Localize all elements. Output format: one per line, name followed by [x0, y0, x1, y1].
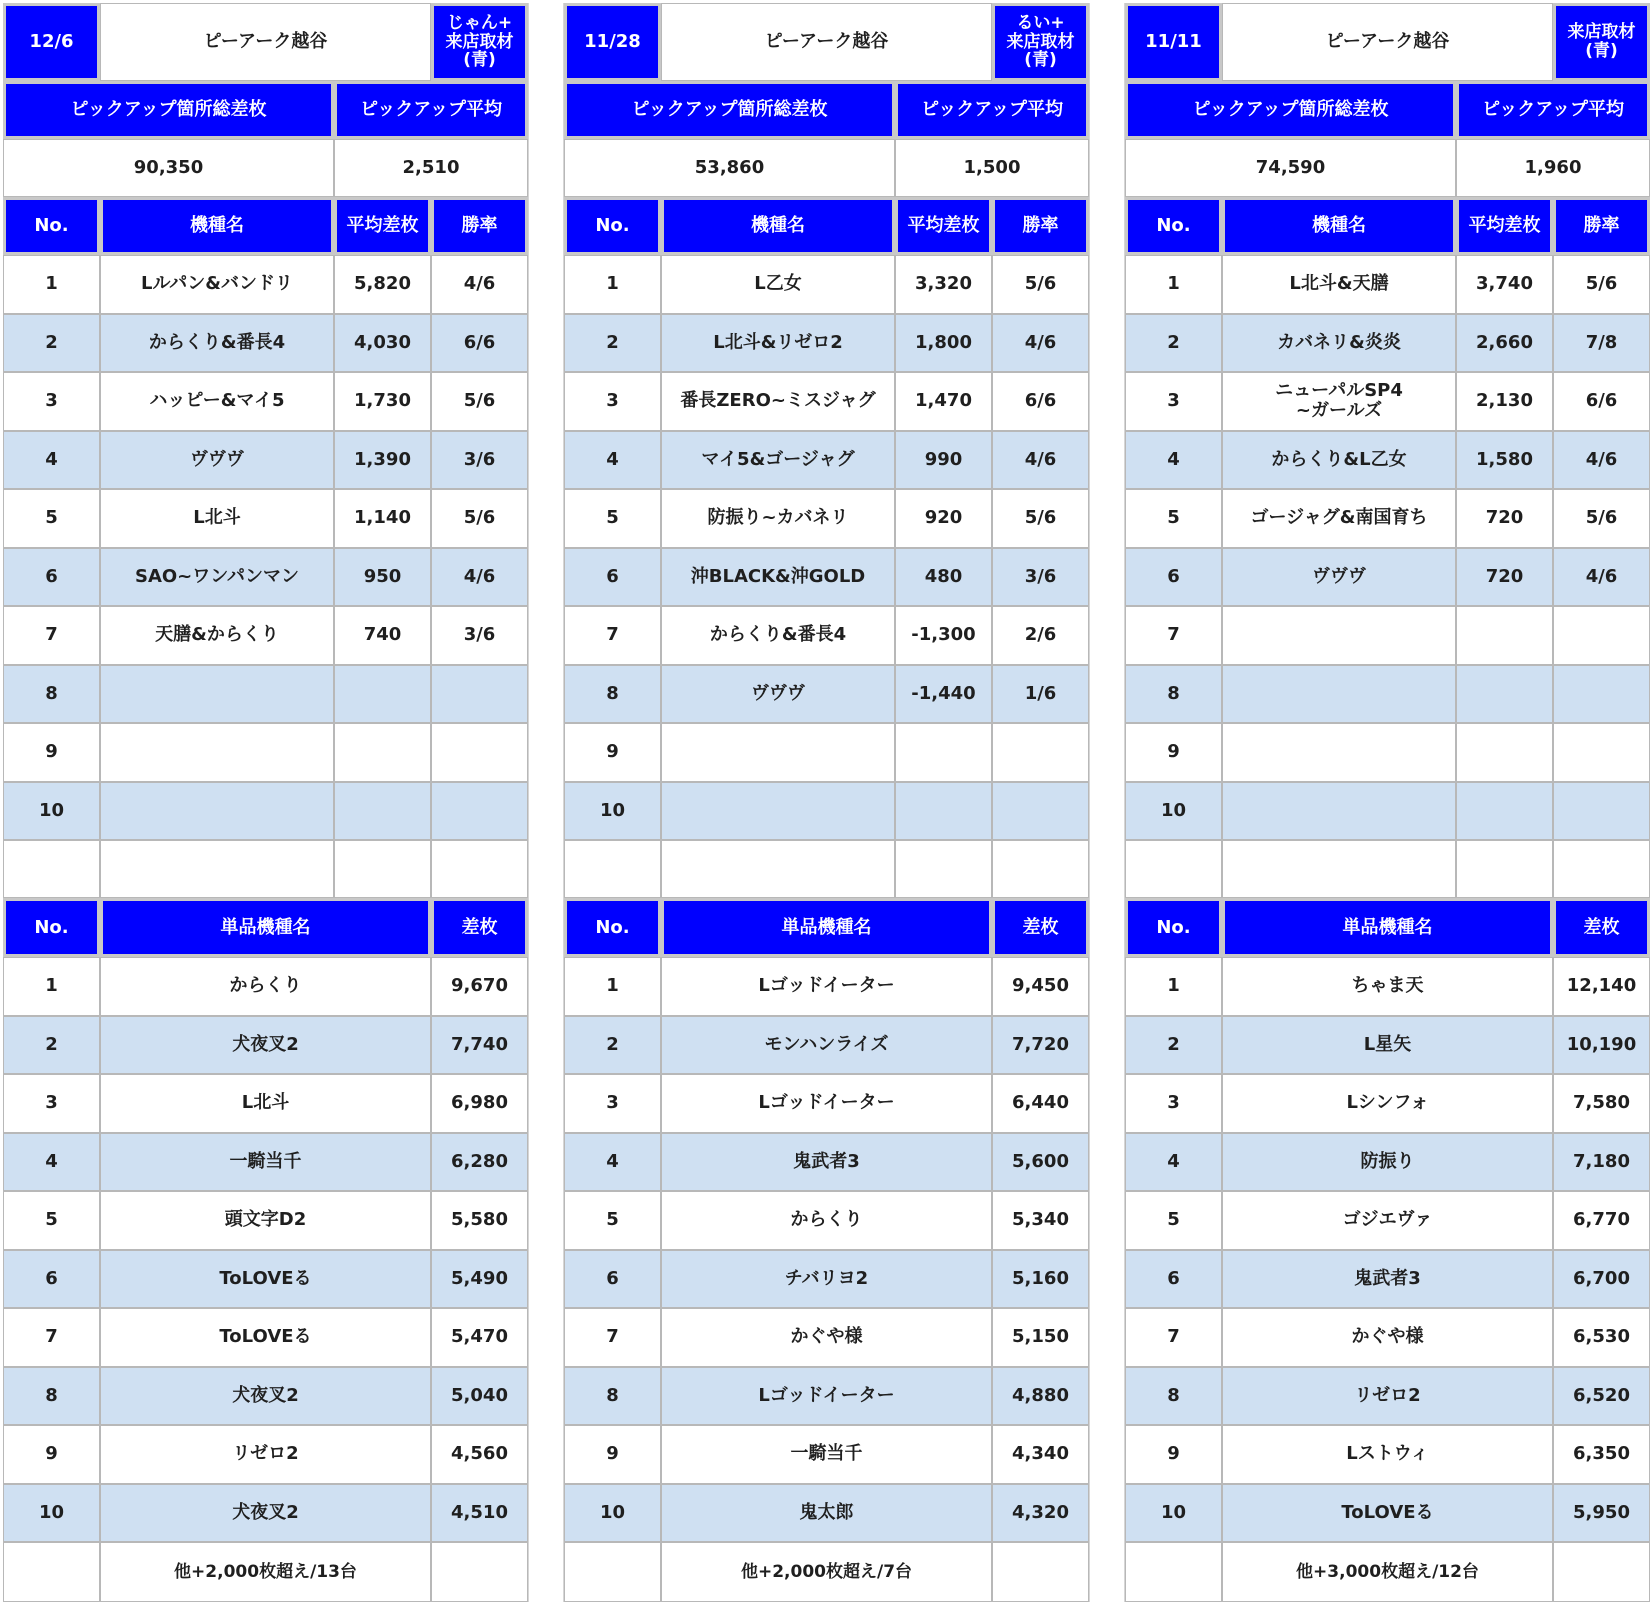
- single-name-cell: からくり: [100, 957, 431, 1016]
- pickup-total-value: 53,860: [564, 139, 895, 197]
- model-no-cell: 10: [564, 782, 661, 841]
- footer-blank-cell: [3, 1542, 100, 1602]
- footer-blank-cell: [1125, 1542, 1222, 1602]
- single-name-cell: 犬夜叉2: [100, 1016, 431, 1075]
- single-no-cell: 8: [3, 1367, 100, 1426]
- model-no-cell: 10: [1125, 782, 1222, 841]
- footer-note: 他+2,000枚超え/7台: [661, 1542, 992, 1602]
- pickup-avg-value: 2,510: [334, 139, 528, 197]
- model-win-cell: 4/6: [1553, 548, 1650, 607]
- single-no-cell: 4: [564, 1133, 661, 1192]
- model-win-cell: 5/6: [431, 489, 528, 548]
- model-avg-cell: 2,660: [1456, 314, 1553, 373]
- single-diff-cell: 5,150: [992, 1308, 1089, 1367]
- single-diff-cell: 4,340: [992, 1425, 1089, 1484]
- model-name-cell: [1222, 606, 1456, 665]
- model-win-cell: 7/8: [1553, 314, 1650, 373]
- single-no-cell: 1: [3, 957, 100, 1016]
- single-name-cell: 一騎当千: [100, 1133, 431, 1192]
- model-name-cell: [1222, 723, 1456, 782]
- single-no-cell: 4: [1125, 1133, 1222, 1192]
- model-name-cell: からくり&L乙女: [1222, 431, 1456, 490]
- model-avg-cell: [1456, 665, 1553, 724]
- model-win-cell: 3/6: [431, 606, 528, 665]
- single-diff-cell: 7,720: [992, 1016, 1089, 1075]
- single-no-cell: 3: [1125, 1074, 1222, 1133]
- spacer-cell: [100, 840, 334, 898]
- model-win-cell: [431, 782, 528, 841]
- model-name-cell: Lルパン&バンドリ: [100, 255, 334, 314]
- model-win-cell: 1/6: [992, 665, 1089, 724]
- model-win-cell: 6/6: [1553, 372, 1650, 431]
- single-no-cell: 9: [564, 1425, 661, 1484]
- spacer-cell: [334, 840, 431, 898]
- model-win-cell: [1553, 665, 1650, 724]
- model-name-cell: [1222, 782, 1456, 841]
- single-diff-cell: 10,190: [1553, 1016, 1650, 1075]
- model-avg-cell: 1,580: [1456, 431, 1553, 490]
- store-name: ピーアーク越谷: [1222, 3, 1553, 81]
- pickup-total-label: ピックアップ箇所総差枚: [3, 81, 334, 139]
- spacer-cell: [1222, 840, 1456, 898]
- model-header-win: 勝率: [1553, 197, 1650, 255]
- model-avg-cell: [895, 782, 992, 841]
- model-header-win: 勝率: [431, 197, 528, 255]
- single-header-no: No.: [3, 898, 100, 957]
- model-name-cell: ハッピー&マイ5: [100, 372, 334, 431]
- model-avg-cell: [895, 723, 992, 782]
- model-avg-cell: [1456, 606, 1553, 665]
- single-no-cell: 5: [1125, 1191, 1222, 1250]
- model-name-cell: 沖BLACK&沖GOLD: [661, 548, 895, 607]
- single-diff-cell: 5,600: [992, 1133, 1089, 1192]
- model-avg-cell: 950: [334, 548, 431, 607]
- single-header-diff: 差枚: [1553, 898, 1650, 957]
- single-no-cell: 3: [3, 1074, 100, 1133]
- single-no-cell: 2: [1125, 1016, 1222, 1075]
- model-win-cell: 4/6: [431, 548, 528, 607]
- single-no-cell: 7: [564, 1308, 661, 1367]
- model-name-cell: ヴヴヴ: [100, 431, 334, 490]
- single-diff-cell: 6,980: [431, 1074, 528, 1133]
- model-avg-cell: 4,030: [334, 314, 431, 373]
- single-diff-cell: 7,180: [1553, 1133, 1650, 1192]
- model-name-cell: からくり&番長4: [661, 606, 895, 665]
- single-diff-cell: 4,320: [992, 1484, 1089, 1543]
- single-diff-cell: 4,880: [992, 1367, 1089, 1426]
- model-header-name: 機種名: [1222, 197, 1456, 255]
- single-no-cell: 6: [3, 1250, 100, 1309]
- model-header-avg: 平均差枚: [1456, 197, 1553, 255]
- single-name-cell: Lゴッドイーター: [661, 957, 992, 1016]
- pickup-total-value: 90,350: [3, 139, 334, 197]
- single-no-cell: 5: [564, 1191, 661, 1250]
- model-name-cell: ゴージャグ&南国育ち: [1222, 489, 1456, 548]
- spacer-cell: [895, 840, 992, 898]
- date-label: 11/11: [1125, 3, 1222, 81]
- model-no-cell: 8: [564, 665, 661, 724]
- model-win-cell: 4/6: [431, 255, 528, 314]
- single-name-cell: Lゴッドイーター: [661, 1074, 992, 1133]
- model-avg-cell: [334, 782, 431, 841]
- single-diff-cell: 7,740: [431, 1016, 528, 1075]
- single-no-cell: 9: [3, 1425, 100, 1484]
- spacer-cell: [564, 840, 661, 898]
- single-name-cell: ちゃま天: [1222, 957, 1553, 1016]
- model-avg-cell: 1,390: [334, 431, 431, 490]
- single-no-cell: 7: [1125, 1308, 1222, 1367]
- model-win-cell: 5/6: [431, 372, 528, 431]
- single-no-cell: 3: [564, 1074, 661, 1133]
- spacer-cell: [1125, 840, 1222, 898]
- pickup-avg-value: 1,960: [1456, 139, 1650, 197]
- single-no-cell: 1: [1125, 957, 1222, 1016]
- single-diff-cell: 6,520: [1553, 1367, 1650, 1426]
- spacer-cell: [1553, 840, 1650, 898]
- model-name-cell: L北斗&天膳: [1222, 255, 1456, 314]
- single-name-cell: ToLOVEる: [100, 1308, 431, 1367]
- footer-note: 他+3,000枚超え/12台: [1222, 1542, 1553, 1602]
- single-name-cell: リゼロ2: [100, 1425, 431, 1484]
- model-name-cell: 天膳&からくり: [100, 606, 334, 665]
- single-diff-cell: 5,340: [992, 1191, 1089, 1250]
- model-no-cell: 1: [1125, 255, 1222, 314]
- model-header-avg: 平均差枚: [895, 197, 992, 255]
- model-win-cell: [431, 665, 528, 724]
- model-name-cell: からくり&番長4: [100, 314, 334, 373]
- single-name-cell: 鬼武者3: [661, 1133, 992, 1192]
- model-no-cell: 2: [3, 314, 100, 373]
- model-win-cell: 6/6: [992, 372, 1089, 431]
- single-diff-cell: 6,770: [1553, 1191, 1650, 1250]
- model-header-name: 機種名: [661, 197, 895, 255]
- single-no-cell: 4: [3, 1133, 100, 1192]
- single-name-cell: モンハンライズ: [661, 1016, 992, 1075]
- model-avg-cell: 1,470: [895, 372, 992, 431]
- model-avg-cell: 720: [1456, 548, 1553, 607]
- model-header-no: No.: [564, 197, 661, 255]
- model-avg-cell: 920: [895, 489, 992, 548]
- event-label: じゃん+ 来店取材 (青): [431, 3, 528, 81]
- model-win-cell: 5/6: [992, 255, 1089, 314]
- model-avg-cell: -1,440: [895, 665, 992, 724]
- model-no-cell: 6: [3, 548, 100, 607]
- single-diff-cell: 7,580: [1553, 1074, 1650, 1133]
- single-name-cell: かぐや様: [1222, 1308, 1553, 1367]
- footer-blank-cell: [1553, 1542, 1650, 1602]
- model-no-cell: 6: [564, 548, 661, 607]
- single-diff-cell: 5,950: [1553, 1484, 1650, 1543]
- model-win-cell: 3/6: [992, 548, 1089, 607]
- event-label: 来店取材 (青): [1553, 3, 1650, 81]
- single-no-cell: 8: [1125, 1367, 1222, 1426]
- pickup-total-value: 74,590: [1125, 139, 1456, 197]
- model-win-cell: [1553, 782, 1650, 841]
- single-diff-cell: 6,530: [1553, 1308, 1650, 1367]
- single-no-cell: 5: [3, 1191, 100, 1250]
- model-name-cell: [1222, 665, 1456, 724]
- model-win-cell: 6/6: [431, 314, 528, 373]
- single-name-cell: 犬夜叉2: [100, 1367, 431, 1426]
- model-name-cell: ニューパルSP4 ~ガールズ: [1222, 372, 1456, 431]
- single-header-no: No.: [564, 898, 661, 957]
- model-no-cell: 9: [564, 723, 661, 782]
- single-diff-cell: 5,160: [992, 1250, 1089, 1309]
- single-diff-cell: 6,440: [992, 1074, 1089, 1133]
- model-no-cell: 7: [3, 606, 100, 665]
- model-no-cell: 4: [564, 431, 661, 490]
- single-diff-cell: 6,280: [431, 1133, 528, 1192]
- model-name-cell: カバネリ&炎炎: [1222, 314, 1456, 373]
- single-diff-cell: 6,350: [1553, 1425, 1650, 1484]
- single-no-cell: 7: [3, 1308, 100, 1367]
- model-no-cell: 5: [1125, 489, 1222, 548]
- single-name-cell: ゴジエヴァ: [1222, 1191, 1553, 1250]
- single-no-cell: 6: [1125, 1250, 1222, 1309]
- panel-gap: [528, 3, 564, 1602]
- event-label: るい+ 来店取材 (青): [992, 3, 1089, 81]
- single-no-cell: 10: [3, 1484, 100, 1543]
- model-no-cell: 3: [1125, 372, 1222, 431]
- model-win-cell: [992, 782, 1089, 841]
- model-avg-cell: [334, 665, 431, 724]
- model-no-cell: 9: [1125, 723, 1222, 782]
- single-no-cell: 1: [564, 957, 661, 1016]
- model-no-cell: 3: [3, 372, 100, 431]
- pickup-avg-value: 1,500: [895, 139, 1089, 197]
- spacer-cell: [1456, 840, 1553, 898]
- model-win-cell: 5/6: [1553, 255, 1650, 314]
- model-no-cell: 5: [564, 489, 661, 548]
- model-win-cell: [431, 723, 528, 782]
- model-header-win: 勝率: [992, 197, 1089, 255]
- model-no-cell: 3: [564, 372, 661, 431]
- single-diff-cell: 9,450: [992, 957, 1089, 1016]
- model-no-cell: 1: [564, 255, 661, 314]
- single-name-cell: Lゴッドイーター: [661, 1367, 992, 1426]
- model-avg-cell: 3,740: [1456, 255, 1553, 314]
- model-win-cell: 5/6: [1553, 489, 1650, 548]
- model-avg-cell: -1,300: [895, 606, 992, 665]
- single-name-cell: 鬼太郎: [661, 1484, 992, 1543]
- model-win-cell: 5/6: [992, 489, 1089, 548]
- model-header-avg: 平均差枚: [334, 197, 431, 255]
- store-name: ピーアーク越谷: [100, 3, 431, 81]
- single-diff-cell: 5,580: [431, 1191, 528, 1250]
- model-avg-cell: 2,130: [1456, 372, 1553, 431]
- model-avg-cell: 990: [895, 431, 992, 490]
- model-no-cell: 10: [3, 782, 100, 841]
- model-avg-cell: 3,320: [895, 255, 992, 314]
- model-name-cell: [100, 665, 334, 724]
- single-diff-cell: 9,670: [431, 957, 528, 1016]
- model-avg-cell: 5,820: [334, 255, 431, 314]
- model-win-cell: 4/6: [992, 314, 1089, 373]
- single-name-cell: Lストウィ: [1222, 1425, 1553, 1484]
- single-no-cell: 2: [564, 1016, 661, 1075]
- model-no-cell: 4: [3, 431, 100, 490]
- model-avg-cell: 1,800: [895, 314, 992, 373]
- footer-note: 他+2,000枚超え/13台: [100, 1542, 431, 1602]
- footer-blank-cell: [431, 1542, 528, 1602]
- single-diff-cell: 6,700: [1553, 1250, 1650, 1309]
- footer-blank-cell: [992, 1542, 1089, 1602]
- single-no-cell: 10: [564, 1484, 661, 1543]
- date-label: 12/6: [3, 3, 100, 81]
- model-win-cell: [1553, 723, 1650, 782]
- single-diff-cell: 5,470: [431, 1308, 528, 1367]
- store-name: ピーアーク越谷: [661, 3, 992, 81]
- model-no-cell: 5: [3, 489, 100, 548]
- single-no-cell: 9: [1125, 1425, 1222, 1484]
- single-diff-cell: 12,140: [1553, 957, 1650, 1016]
- single-header-name: 単品機種名: [661, 898, 992, 957]
- model-no-cell: 7: [1125, 606, 1222, 665]
- model-no-cell: 9: [3, 723, 100, 782]
- model-win-cell: 4/6: [992, 431, 1089, 490]
- spacer-cell: [661, 840, 895, 898]
- model-no-cell: 6: [1125, 548, 1222, 607]
- model-win-cell: [992, 723, 1089, 782]
- single-header-name: 単品機種名: [100, 898, 431, 957]
- model-no-cell: 8: [3, 665, 100, 724]
- single-name-cell: ToLOVEる: [100, 1250, 431, 1309]
- pickup-avg-label: ピックアップ平均: [334, 81, 528, 139]
- model-name-cell: SAO~ワンパンマン: [100, 548, 334, 607]
- single-name-cell: Lシンフォ: [1222, 1074, 1553, 1133]
- model-avg-cell: [1456, 723, 1553, 782]
- model-name-cell: [661, 782, 895, 841]
- single-name-cell: リゼロ2: [1222, 1367, 1553, 1426]
- model-avg-cell: 720: [1456, 489, 1553, 548]
- model-win-cell: 4/6: [1553, 431, 1650, 490]
- model-no-cell: 2: [1125, 314, 1222, 373]
- pickup-avg-label: ピックアップ平均: [895, 81, 1089, 139]
- model-name-cell: [100, 782, 334, 841]
- model-name-cell: [661, 723, 895, 782]
- single-header-diff: 差枚: [992, 898, 1089, 957]
- single-no-cell: 10: [1125, 1484, 1222, 1543]
- model-avg-cell: 1,140: [334, 489, 431, 548]
- model-win-cell: 3/6: [431, 431, 528, 490]
- model-name-cell: 防振り~カバネリ: [661, 489, 895, 548]
- model-win-cell: 2/6: [992, 606, 1089, 665]
- single-diff-cell: 5,040: [431, 1367, 528, 1426]
- model-avg-cell: 740: [334, 606, 431, 665]
- model-no-cell: 1: [3, 255, 100, 314]
- model-avg-cell: [334, 723, 431, 782]
- spacer-cell: [992, 840, 1089, 898]
- single-name-cell: 頭文字D2: [100, 1191, 431, 1250]
- single-no-cell: 2: [3, 1016, 100, 1075]
- model-no-cell: 8: [1125, 665, 1222, 724]
- model-avg-cell: 1,730: [334, 372, 431, 431]
- model-name-cell: 番長ZERO~ミスジャグ: [661, 372, 895, 431]
- model-no-cell: 2: [564, 314, 661, 373]
- model-no-cell: 4: [1125, 431, 1222, 490]
- model-avg-cell: 480: [895, 548, 992, 607]
- model-name-cell: L北斗&リゼロ2: [661, 314, 895, 373]
- single-name-cell: チバリヨ2: [661, 1250, 992, 1309]
- model-name-cell: マイ5&ゴージャグ: [661, 431, 895, 490]
- model-name-cell: ヴヴヴ: [661, 665, 895, 724]
- single-header-name: 単品機種名: [1222, 898, 1553, 957]
- panel-gap: [1089, 3, 1125, 1602]
- pickup-total-label: ピックアップ箇所総差枚: [564, 81, 895, 139]
- single-no-cell: 6: [564, 1250, 661, 1309]
- single-name-cell: L星矢: [1222, 1016, 1553, 1075]
- model-avg-cell: [1456, 782, 1553, 841]
- single-name-cell: 一騎当千: [661, 1425, 992, 1484]
- model-name-cell: L北斗: [100, 489, 334, 548]
- model-header-name: 機種名: [100, 197, 334, 255]
- single-diff-cell: 4,560: [431, 1425, 528, 1484]
- model-no-cell: 7: [564, 606, 661, 665]
- single-header-no: No.: [1125, 898, 1222, 957]
- footer-blank-cell: [564, 1542, 661, 1602]
- model-win-cell: [1553, 606, 1650, 665]
- single-header-diff: 差枚: [431, 898, 528, 957]
- model-name-cell: [100, 723, 334, 782]
- single-no-cell: 8: [564, 1367, 661, 1426]
- single-name-cell: からくり: [661, 1191, 992, 1250]
- spacer-cell: [431, 840, 528, 898]
- pickup-avg-label: ピックアップ平均: [1456, 81, 1650, 139]
- single-name-cell: かぐや様: [661, 1308, 992, 1367]
- model-header-no: No.: [1125, 197, 1222, 255]
- single-diff-cell: 4,510: [431, 1484, 528, 1543]
- single-name-cell: ToLOVEる: [1222, 1484, 1553, 1543]
- model-name-cell: L乙女: [661, 255, 895, 314]
- model-name-cell: ヴヴヴ: [1222, 548, 1456, 607]
- single-name-cell: 防振り: [1222, 1133, 1553, 1192]
- single-name-cell: L北斗: [100, 1074, 431, 1133]
- date-label: 11/28: [564, 3, 661, 81]
- single-diff-cell: 5,490: [431, 1250, 528, 1309]
- model-header-no: No.: [3, 197, 100, 255]
- pickup-total-label: ピックアップ箇所総差枚: [1125, 81, 1456, 139]
- single-name-cell: 犬夜叉2: [100, 1484, 431, 1543]
- spacer-cell: [3, 840, 100, 898]
- single-name-cell: 鬼武者3: [1222, 1250, 1553, 1309]
